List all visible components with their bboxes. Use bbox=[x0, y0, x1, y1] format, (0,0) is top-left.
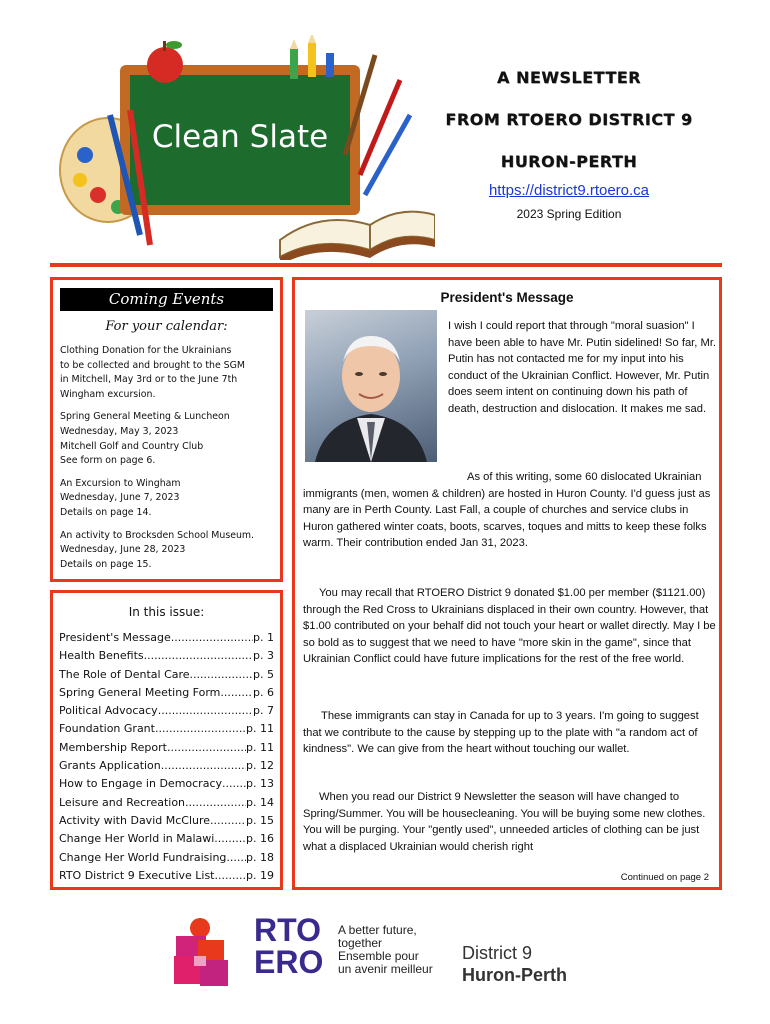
presidents-message-title: President's Message bbox=[440, 290, 574, 305]
event-item: An activity to Brocksden School Museum. Wednesday, June 28, 2023 Details on page 15. bbox=[60, 529, 255, 570]
toc-item bbox=[59, 666, 274, 684]
masthead-line-2: FROM RTOERO DISTRICT 9 bbox=[445, 110, 693, 129]
toc-item-label: How to Engage in Democracy bbox=[59, 777, 223, 791]
toc-item bbox=[59, 647, 274, 665]
toc-item bbox=[59, 739, 274, 757]
toc-item-label: Activity with David McClure bbox=[59, 813, 211, 827]
toc-item-page: p. 1 bbox=[253, 631, 274, 644]
toc-item-page: p. 15 bbox=[246, 813, 274, 827]
toc-item-label: Leisure and Recreation bbox=[59, 795, 186, 809]
toc-item-page: p. 14 bbox=[246, 795, 274, 809]
toc-item-page: p. 16 bbox=[246, 832, 274, 846]
toc-leader-dots bbox=[190, 666, 253, 684]
toc-item bbox=[59, 720, 274, 738]
presidents-message-box bbox=[292, 277, 722, 890]
toc-item-label: RTO District 9 Executive List bbox=[59, 868, 215, 882]
presidents-message-paragraph: When you read our District 9 Newsletter the season will have changed to Spring/Summer. You will be housecleaning. You will be buying some new clothes. You will be purging. Your "gently used", unneeded articles of clothing can be just what a displaced Ukrainian would cherish right bbox=[303, 791, 706, 853]
toc-item bbox=[59, 775, 274, 793]
toc-item-label: President's Message bbox=[59, 631, 171, 644]
district-label: District 9 Huron-Perth bbox=[462, 943, 567, 985]
toc-item-page: p. 11 bbox=[246, 722, 274, 736]
district-website-link[interactable]: https://district9.rtoero.ca bbox=[488, 182, 650, 199]
toc-item-label: Political Advocacy bbox=[59, 704, 158, 718]
toc-item-page: p. 5 bbox=[253, 667, 274, 681]
toc-leader-dots bbox=[161, 757, 246, 775]
toc-item-page: p. 19 bbox=[246, 868, 274, 882]
newsletter-masthead bbox=[440, 64, 698, 221]
presidents-message-paragraph: These immigrants can stay in Canada for up to 3 years. I'm going to suggest that we contribute to the cause by stepping up to the plate with "a random act of kindness". We can give from the heart without touching our wallet. bbox=[303, 710, 699, 756]
coming-events-box bbox=[50, 277, 283, 582]
toc-item-label: Grants Application bbox=[59, 759, 161, 773]
toc-item-label: Membership Report bbox=[59, 740, 167, 754]
toc-leader-dots bbox=[185, 794, 246, 812]
in-this-issue-title: In this issue: bbox=[128, 605, 205, 619]
toc-item bbox=[59, 629, 274, 647]
calendar-subtitle: For your calendar: bbox=[105, 319, 228, 334]
toc-item-page: p. 12 bbox=[246, 759, 274, 773]
masthead-line-3: HURON-PERTH bbox=[500, 152, 638, 171]
toc-item-page: p. 18 bbox=[246, 850, 274, 864]
toc-item-label: Foundation Grant bbox=[59, 722, 155, 736]
toc-item-page: p. 7 bbox=[253, 704, 274, 718]
in-this-issue-box bbox=[50, 590, 283, 890]
clean-slate-illustration bbox=[50, 35, 435, 260]
toc-leader-dots bbox=[220, 684, 253, 702]
rtoero-logo-icon bbox=[170, 916, 254, 988]
rtoero-tagline: A better future, together Ensemble pour un avenir meilleur bbox=[338, 923, 433, 976]
portrait-image bbox=[305, 310, 437, 462]
toc-leader-dots bbox=[210, 812, 246, 830]
event-item: Clothing Donation for the Ukrainians to be collected and brought to the SGM in Mitchell, May 3rd or to the June 7th Wingham excursion. bbox=[60, 345, 245, 400]
toc-leader-dots bbox=[171, 629, 253, 647]
toc-item bbox=[59, 684, 274, 702]
president-photo bbox=[305, 310, 437, 462]
toc-item-page: p. 6 bbox=[253, 685, 274, 699]
coming-events-title: Coming Events bbox=[60, 288, 273, 311]
toc-leader-dots bbox=[167, 739, 246, 757]
header-divider bbox=[50, 263, 722, 267]
masthead-line-1: A NEWSLETTER bbox=[496, 68, 641, 87]
toc-item bbox=[59, 702, 274, 720]
presidents-message-paragraph: I wish I could report that through "moral suasion" I have been able to have Mr. Putin sidelined! So far, Mr. Putin has not contacted me for my input into his conduct of the Ukrainian Conflict. However, Mr. Putin does seem intent on continuing down his path of death, destruction and dislocation. It makes me sad. bbox=[448, 320, 717, 415]
toc-item-label: Spring General Meeting Form bbox=[59, 685, 221, 699]
toc-leader-dots bbox=[215, 867, 247, 885]
toc-item-page: p. 13 bbox=[246, 777, 274, 791]
edition-label: 2023 Spring Edition bbox=[516, 207, 622, 221]
toc-leader-dots bbox=[222, 775, 246, 793]
toc-item bbox=[59, 794, 274, 812]
event-item: An Excursion to Wingham Wednesday, June 7, 2023 Details on page 14. bbox=[60, 477, 181, 518]
toc-item-label: Change Her World in Malawi bbox=[59, 832, 215, 846]
toc-item bbox=[59, 757, 274, 775]
toc-item bbox=[59, 867, 274, 885]
toc-item-label: Change Her World Fundraising bbox=[59, 850, 227, 864]
rtoero-footer-logo bbox=[170, 912, 610, 992]
toc-item bbox=[59, 849, 274, 867]
toc-leader-dots bbox=[155, 720, 246, 738]
event-item: Spring General Meeting & Luncheon Wednesday, May 3, 2023 Mitchell Golf and Country Club See form on page 6. bbox=[60, 411, 230, 467]
chalkboard-text: Clean Slate bbox=[151, 119, 329, 155]
toc-item-label: The Role of Dental Care bbox=[59, 667, 190, 681]
toc-leader-dots bbox=[144, 647, 253, 665]
toc-item-page: p. 3 bbox=[253, 649, 274, 663]
continued-note: Continued on page 2 bbox=[620, 872, 709, 883]
presidents-message-paragraph: As of this writing, some 60 dislocated Ukrainian immigrants (men, women & children) are hosted in Huron County. I'd guess just as many are in Perth County. Last Fall, a couple of churches and service clubs in Huron gathered winter coats, boots, scarves, toques and mitts to keep these folks warm. Their contribution ended Jan 31, 2023. bbox=[303, 471, 711, 550]
table-of-contents bbox=[59, 629, 274, 885]
toc-item bbox=[59, 812, 274, 830]
toc-item-page: p. 11 bbox=[246, 740, 274, 754]
toc-leader-dots bbox=[158, 702, 253, 720]
toc-item-label: Health Benefits bbox=[59, 649, 144, 663]
presidents-message-paragraph: You may recall that RTOERO District 9 donated $1.00 per member ($1121.00) through the Red Cross to Ukrainians displaced in their own country. However, that $1.00 contributed on your behalf did not touch your heart or wallet directly. May I be so bold as to suggest that we need to have "more skin in the game", since that Ukrainian Conflict could have future implications for the rest of the free world. bbox=[303, 587, 716, 666]
rtoero-wordmark: RTO ERO bbox=[254, 912, 324, 980]
toc-leader-dots bbox=[226, 849, 246, 867]
toc-leader-dots bbox=[214, 830, 246, 848]
newsletter-header bbox=[0, 0, 770, 262]
toc-item bbox=[59, 830, 274, 848]
